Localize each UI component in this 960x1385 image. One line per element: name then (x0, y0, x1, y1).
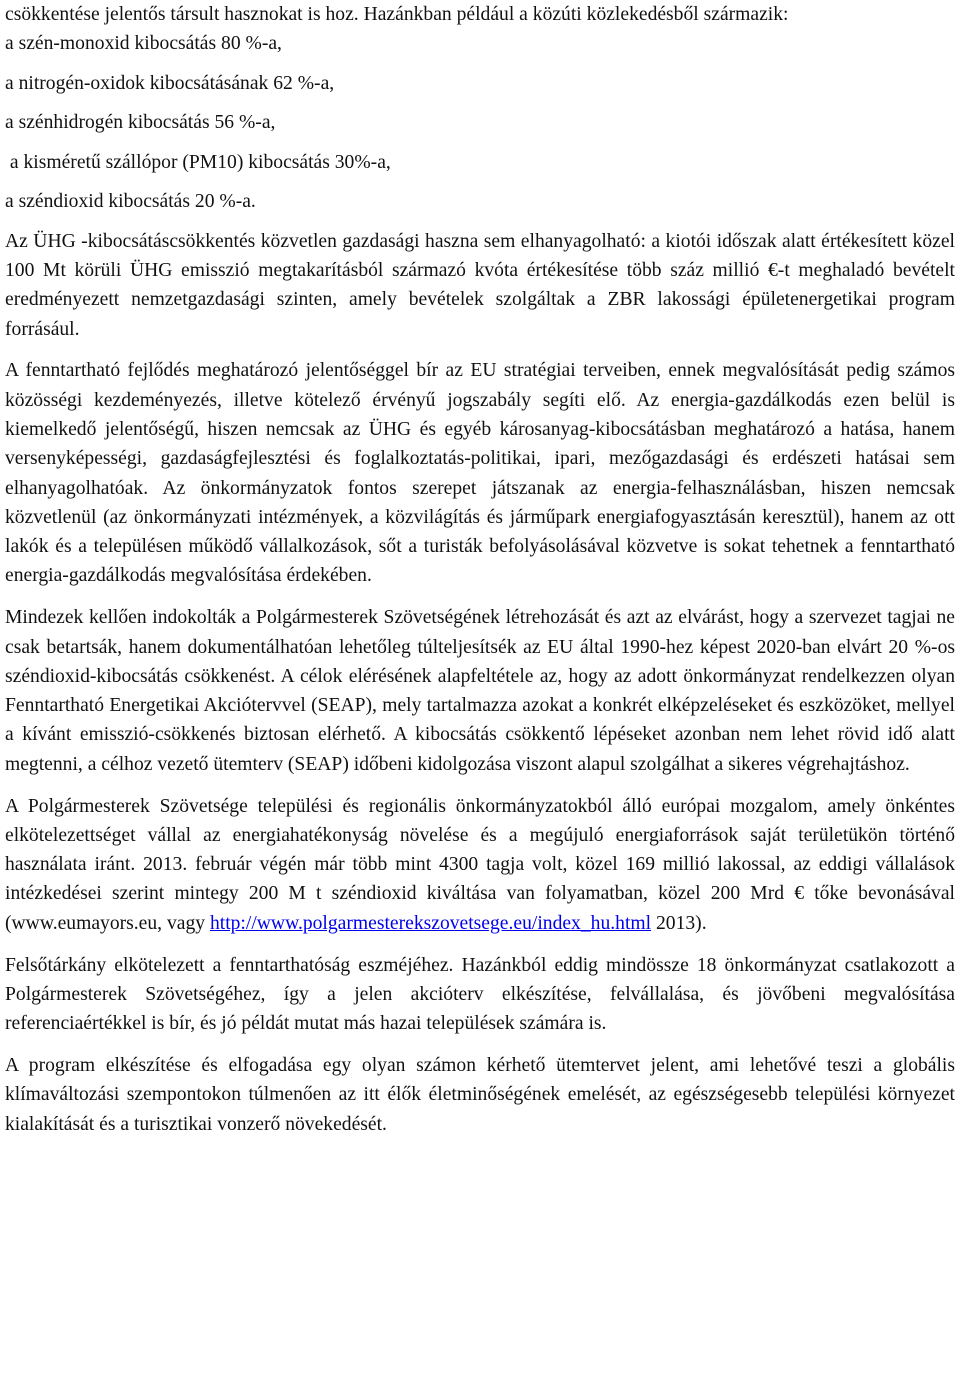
list-item: a szén-monoxid kibocsátás 80 %-a, (5, 33, 282, 55)
reference-link[interactable]: http://www.polgarmesterekszovetsege.eu/index_hu.html (209, 912, 652, 934)
list-item: a széndioxid kibocsátás 20 %-a. (5, 191, 256, 213)
paragraph: A program elkészítése és elfogadása egy olyan számon kérhető ütemtervet jelent, ami lehetővé teszi a globális klímaváltozási szempontokon túlmenően az itt élők életminőségének emelését, az egészségesebb települési környezet kialakítását és a turisztikai vonzerő növekedését. (5, 1054, 955, 1135)
list-item: a nitrogén-oxidok kibocsátásának 62 %-a, (5, 72, 335, 94)
paragraph: A fenntartható fejlődés meghatározó jelentőséggel bír az EU stratégiai terveiben, ennek megvalósítását pedig számos közösségi kezdeményezés, illetve kötelező érvényű jogszabály segíti elő. Az energia-gazdálkodás ezen belül is kiemelkedő jelentőségű, hiszen nemcsak az ÜHG és egyéb károsanyag-kibocsátásban meghatározó a hatása, hanem versenyképességi, gazdaságfejlesztési és foglalkoztatás-politikai, ipari, mezőgazdasági és erdészeti hatásai sem elhanyagolhatóak. Az önkormányzatok fontos szerepet játszanak az energia-felhasználásban, hiszen nemcsak közvetlenül (az önkormányzati intézmények, a közvilágítás és járműpark energiafogyasztásán keresztül), hanem az ott lakók és a településen működő vállalkozások, sőt a turisták befolyásolásával közvetve is sokat tehetnek a fenntartható energia-gazdálkodás megvalósítása érdekében. (5, 360, 955, 587)
intro-line: csökkentése jelentős társult hasznokat is hoz. Hazánkban például a közúti közlekedésből származik: (5, 4, 789, 25)
paragraph: Felsőtárkány elkötelezett a fenntarthatóság eszméjéhez. Hazánkból eddig mindössze 18 önkormányzat csatlakozott a Polgármesterek Szövetségéhez, így a jelen akcióterv elkészítése, felvállalása, és jövőbeni megvalósítása referenciaértékkel is bír, és jó példát mutat más hazai települések számára is. (5, 954, 955, 1035)
list-item: a kisméretű szállópor (PM10) kibocsátás 30%-a, (5, 151, 391, 173)
paragraph-text: 2013). (651, 912, 707, 934)
paragraph: Az ÜHG -kibocsátáscsökkentés közvetlen gazdasági haszna sem elhanyagolható: a kiotói időszak alatt értékesített közel 100 Mt körüli ÜHG emisszió megtakarításból származó kvóta értékesítése több száz millió €-t meghaladó bevételt eredményezett nemzetgazdasági szinten, amely bevételek szolgáltak a ZBR lakossági épületenergetikai program forrásául. (5, 230, 955, 340)
paragraph-text: A Polgármesterek Szövetsége települési és regionális önkormányzatokból álló európai mozgalom, amely önkéntes elkötelezettséget vállal az energiahatékonyság növelése és a megújuló energiaforrások saját területükön történő használata iránt. 2013. február végén már több mint 4300 tagja volt, közel 169 millió lakossal, az eddigi vállalások intézkedései szerint mintegy 200 M t széndioxid kiváltása van folyamatban, közel 200 Mrd € tőke bevonásával (www.eumayors.eu, vagy (5, 795, 955, 934)
paragraph: Mindezek kellően indokolták a Polgármesterek Szövetségének létrehozását és azt az elvárást, hogy a szervezet tagjai ne csak betartsák, hanem dokumentálhatóan lehetőleg túlteljesítsék az EU által 1990-hez képest 2020-ban elvárt 20 %-os széndioxid-kibocsátás csökkenést. A célok elérésének alapfeltétele az, hogy az adott önkormányzat rendelkezzen olyan Fenntartható Energetikai Akciótervvel (SEAP), mely tartalmazza azokat a konkrét elképzeléseket és eszközöket, mellyel a kívánt emisszió-csökkenés biztosan elérhető. A kibocsátás csökkentő lépéseket azonban nem lehet rövid idő alatt megtenni, a célhoz vezető ütemterv (SEAP) időbeni kidolgozása viszont alapul szolgálhat a sikeres végrehajtáshoz. (5, 607, 955, 775)
document-page (5, 0, 955, 1139)
list-item: a szénhidrogén kibocsátás 56 %-a, (5, 112, 276, 134)
paragraph-with-link (5, 792, 955, 938)
